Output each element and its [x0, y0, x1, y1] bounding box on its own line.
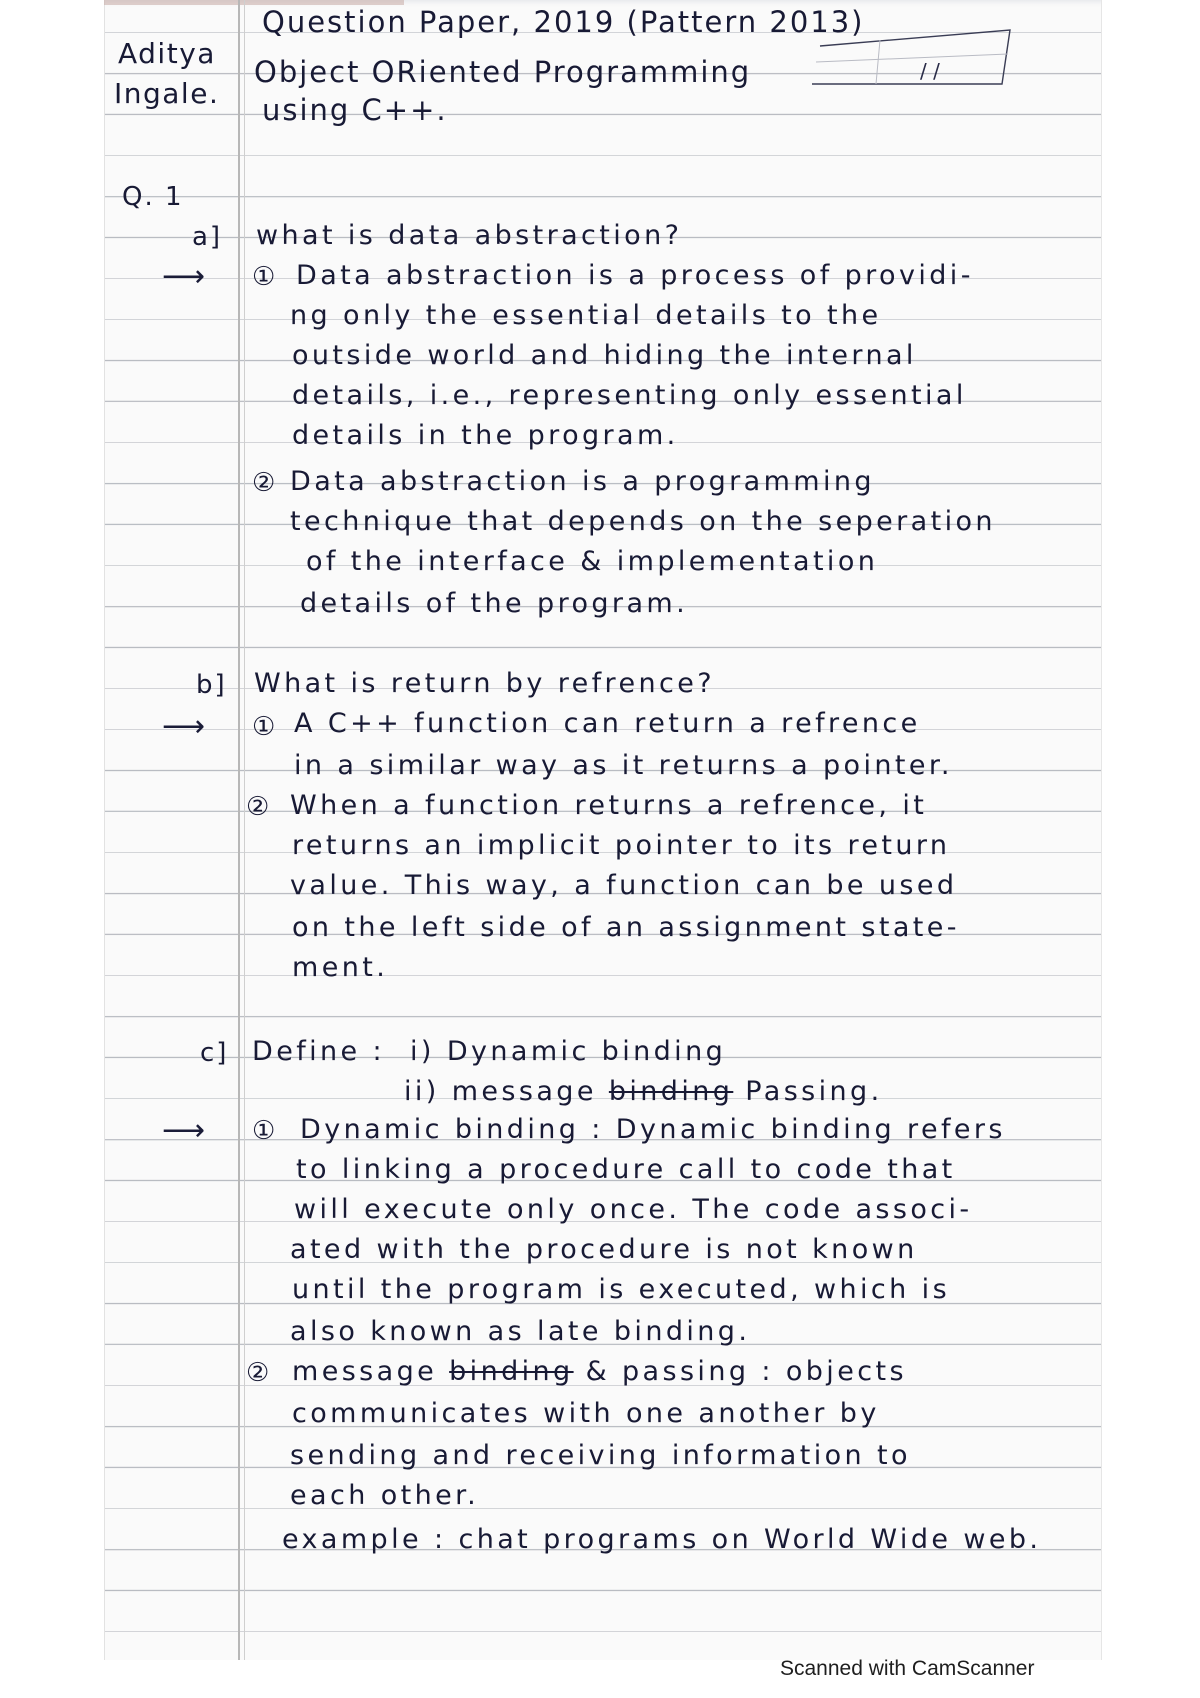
- bullet-one-icon: ①: [252, 712, 279, 742]
- answer-arrow-icon: ⟶: [162, 709, 206, 744]
- answer-line: each other.: [290, 1480, 480, 1511]
- date-slashes: / /: [920, 59, 940, 83]
- subject-subtitle: using C++.: [262, 93, 448, 127]
- answer-line: ment.: [292, 952, 389, 983]
- answer-line: Data abstraction is a process of providi-: [296, 260, 974, 291]
- bullet-one-icon: ①: [252, 262, 279, 292]
- answer-arrow-icon: ⟶: [162, 1113, 206, 1148]
- answer-line: also known as late binding.: [290, 1316, 751, 1347]
- part-c-label: c]: [200, 1038, 229, 1068]
- answer-line: will execute only once. The code associ-: [294, 1194, 973, 1225]
- answer-line-first: [292, 1358, 907, 1385]
- answer-line: When a function returns a refrence, it: [290, 790, 928, 821]
- author-last-name: Ingale.: [114, 77, 220, 110]
- answer-line: A C++ function can return a refrence: [294, 708, 921, 739]
- answer-line: to linking a procedure call to code that: [296, 1154, 956, 1185]
- answer-line: details, i.e., representing only essential: [292, 380, 967, 411]
- part-a-label: a]: [192, 222, 223, 252]
- answer-line: details in the program.: [292, 420, 679, 451]
- answer-arrow-icon: ⟶: [162, 259, 206, 294]
- margin-line-inner: [244, 0, 245, 1660]
- ans2-end: & passing : objects: [585, 1356, 907, 1387]
- part-c-prompt-i: i) Dynamic binding: [410, 1036, 727, 1067]
- answer-line: communicates with one another by: [292, 1398, 880, 1429]
- answer-line: technique that depends on the seperation: [290, 506, 996, 537]
- answer-line: value. This way, a function can be used: [290, 870, 958, 901]
- answer-line: outside world and hiding the internal: [292, 340, 917, 371]
- subject-title: Object ORiented Programming: [254, 55, 752, 89]
- answer-line: until the program is executed, which is: [292, 1274, 951, 1305]
- example-line: example : chat programs on World Wide web.: [282, 1524, 1042, 1555]
- answer-line: in a similar way as it returns a pointer.: [294, 750, 953, 781]
- question-number: Q. 1: [122, 182, 184, 212]
- ans2-struck: binding: [449, 1356, 574, 1387]
- scanner-watermark: Scanned with CamScanner: [780, 1657, 1035, 1680]
- bullet-two-icon: ②: [246, 792, 273, 822]
- answer-line: on the left side of an assignment state-: [292, 912, 960, 943]
- part-c-prompt-intro: Define :: [252, 1036, 386, 1067]
- answer-line: sending and receiving information to: [290, 1440, 911, 1471]
- part-b-prompt: What is return by refrence?: [254, 668, 715, 699]
- answer-line: ng only the essential details to the: [290, 300, 882, 331]
- answer-line: details of the program.: [300, 588, 689, 619]
- answer-line: returns an implicit pointer to its return: [292, 830, 951, 861]
- part-a-prompt: what is data abstraction?: [256, 220, 683, 251]
- paper-title: Question Paper, 2019 (Pattern 2013): [262, 5, 865, 39]
- part-b-label: b]: [196, 670, 227, 700]
- ans2-start: message: [292, 1356, 438, 1387]
- prompt-ii-start: ii) message: [404, 1076, 597, 1107]
- prompt-ii-end: Passing.: [745, 1076, 883, 1107]
- answer-line: Dynamic binding : Dynamic binding refers: [300, 1114, 1006, 1145]
- answer-line: of the interface & implementation: [306, 546, 879, 577]
- bullet-two-icon: ②: [252, 468, 279, 498]
- answer-line: Data abstraction is a programming: [290, 466, 875, 497]
- bullet-one-icon: ①: [252, 1116, 279, 1146]
- author-first-name: Aditya: [118, 37, 216, 70]
- bullet-two-icon: ②: [246, 1358, 273, 1388]
- part-c-prompt-ii: [404, 1078, 883, 1105]
- prompt-ii-struck: binding: [608, 1076, 734, 1107]
- answer-line: ated with the procedure is not known: [290, 1234, 918, 1265]
- margin-line: [238, 0, 240, 1660]
